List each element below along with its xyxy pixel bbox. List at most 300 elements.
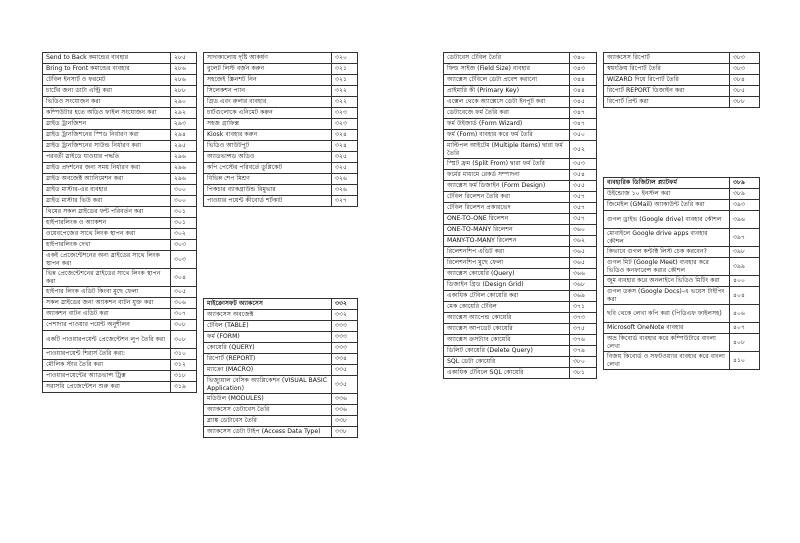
toc-entry-title: অ্যাক্সেস ফর্ম ডিজাইন (Form Design) xyxy=(444,181,570,192)
toc-entry-title: গুগল ড্রাইভ (Google drive) ব্যবহার কৌশল xyxy=(604,211,730,229)
toc-row xyxy=(43,130,197,141)
toc-row xyxy=(43,163,197,174)
toc-entry-title: মডিউল (MODULES) xyxy=(204,394,332,405)
toc-table-4 xyxy=(443,52,597,379)
toc-entry-title: অ্যাকসেস রিপোর্ট xyxy=(604,53,730,64)
toc-entry-title: বিভিন্ন শেপ মিশ্রণ xyxy=(204,174,332,185)
toc-entry-title: কোয়েরি (QUERY) xyxy=(204,343,332,354)
toc-row xyxy=(43,320,197,331)
toc-page-number: ৩২৭ xyxy=(332,196,358,207)
toc-page-number: ২৮৮ xyxy=(171,86,197,97)
toc-entry-title: অ্যাকশন বাটন এডিট করা xyxy=(43,309,171,320)
toc-entry-title: পাওয়ারপয়েন্টের অ্যাডভান্স ট্রিক্স xyxy=(43,371,171,382)
toc-page-number: ৩৩৮ xyxy=(332,416,358,427)
toc-entry-title: স্লাইড মাস্টার ভিউ করা xyxy=(43,196,171,207)
toc-row xyxy=(444,324,597,335)
toc-row xyxy=(43,196,197,207)
toc-page-number: ২৯২ xyxy=(171,108,197,119)
toc-row xyxy=(604,75,760,86)
toc-row xyxy=(43,382,197,393)
toc-row xyxy=(204,416,358,427)
toc-row xyxy=(204,86,358,97)
toc-entry-title: মাল্টিপল আইটেম (Multiple Items) দ্বারা ফর্ম তৈরি xyxy=(444,141,570,159)
toc-page-number: ৩২৫ xyxy=(332,152,358,163)
toc-page-number: ৩০০ xyxy=(171,196,197,207)
toc-entry-title: মৌলিক স্টার তৈরি করা xyxy=(43,360,171,371)
toc-row xyxy=(43,371,197,382)
toc-page-number: ৩৮১ xyxy=(570,368,597,379)
toc-row xyxy=(444,280,597,291)
toc-entry-title: একটি পাওয়ারপয়েন্ট প্রেজেন্টেশন লুপ তৈরি করা xyxy=(43,331,171,349)
toc-entry-title: রিপোর্ট (REPORT) xyxy=(204,354,332,365)
toc-entry-title: থিমের সকল স্লাইডের ফন্ট পরিবর্তন করা xyxy=(43,207,171,218)
toc-entry-title: সিলেকশন প্যান xyxy=(204,86,332,97)
toc-entry-title: অ্যাকসেস ডেটা টাইপ (Access Data Type) xyxy=(204,427,332,438)
toc-page-number: ৪১০ xyxy=(730,352,760,370)
toc-entry-title: অভ্র কিবোর্ড ব্যবহার করে কম্পিউটারে বাংলা লেখা xyxy=(604,334,730,352)
toc-entry-title: স্বয়ংক্রিয় রিপোর্ট তৈরি xyxy=(604,64,730,75)
toc-entry-title: ওয়েবপেজের সাথে লিংক স্থাপন করা xyxy=(43,229,171,240)
toc-page-number: ৩৮৩ xyxy=(730,64,760,75)
toc-entry-title: ভিডিও আউটপুট xyxy=(204,141,332,152)
toc-entry-title: ফর্মের মাধ্যমে রেকর্ড সম্পাদনা xyxy=(444,170,570,181)
toc-row xyxy=(444,335,597,346)
toc-entry-title: পেশাদার পাওয়ার পয়েন্ট অনুশীলন xyxy=(43,320,171,331)
toc-row xyxy=(444,75,597,86)
toc-entry-title: রিপোর্ট REPORT ডিজাইন করা xyxy=(604,86,730,97)
toc-row xyxy=(444,346,597,357)
toc-entry-title: ONE-TO-MANY রিলেশন xyxy=(444,225,570,236)
toc-entry-title: সাদাকালোয় দৃষ্টি আকর্ষণ xyxy=(204,53,332,64)
toc-row xyxy=(604,86,760,97)
toc-row xyxy=(604,258,760,276)
toc-entry-title: স্লাইড মাস্টার-এর ব্যবহার xyxy=(43,185,171,196)
toc-row xyxy=(204,394,358,405)
toc-entry-title: টেবিল রিলেশন তৈরি করা xyxy=(444,192,570,203)
toc-page-number: ৩৮৪ xyxy=(730,75,760,86)
toc-row xyxy=(604,211,760,229)
toc-entry-title: ডেটাবেস টেবিল তৈরি xyxy=(444,53,570,64)
toc-entry-title: Bring to Front কমান্ডের ব্যবহার xyxy=(43,64,171,75)
section-heading-row xyxy=(204,299,358,310)
toc-entry-title: ফিল্ড সাইজ (Field Size) ব্যবহার xyxy=(444,64,570,75)
toc-row xyxy=(444,181,597,192)
toc-page-number: ৩৯৭ xyxy=(730,229,760,247)
toc-entry-title: গুগল মিট (Google Meet) ব্যবহার করে ভিডিও কনফারেন্স করার কৌশল xyxy=(604,258,730,276)
toc-row xyxy=(604,334,760,352)
toc-entry-title: রিলেশনশিপ এডিট করা xyxy=(444,247,570,258)
toc-row xyxy=(43,229,197,240)
toc-row xyxy=(604,229,760,247)
toc-row xyxy=(43,287,197,298)
toc-page-number: ৩২১ xyxy=(332,75,358,86)
toc-entry-title: অ্যাক্সেস অ্যাপেন্ড কোয়েরি xyxy=(444,313,570,324)
toc-row xyxy=(43,269,197,287)
toc-row xyxy=(444,86,597,97)
toc-entry-title: পরবর্তী স্লাইডে যাওয়ার পদ্ধতি xyxy=(43,152,171,163)
toc-page-number: ৩৪৭ xyxy=(570,108,597,119)
toc-row xyxy=(204,108,358,119)
toc-table-2 xyxy=(203,52,358,207)
toc-row xyxy=(444,97,597,108)
toc-page-number: ৩২৩ xyxy=(332,119,358,130)
toc-entry-title: অ্যাডভান্সড অডিও xyxy=(204,152,332,163)
toc-page-number: ৩২৬ xyxy=(332,185,358,196)
toc-page-number: ৩৬৫ xyxy=(570,258,597,269)
toc-page-number: ৪০৬ xyxy=(730,305,760,323)
toc-entry-title: টেবিল (TABLE) xyxy=(204,321,332,332)
toc-page-number: ২৮৬ xyxy=(171,75,197,86)
section-heading-row xyxy=(604,178,760,189)
toc-page-number: ৩৭৯ xyxy=(570,346,597,357)
toc-entry-title: পিকচার ব্যাকগ্রাউন্ড রিমুভার xyxy=(204,185,332,196)
toc-table-5 xyxy=(603,52,760,108)
toc-page-number: ৩৭৬ xyxy=(570,335,597,346)
toc-row xyxy=(604,323,760,334)
toc-row xyxy=(204,130,358,141)
toc-entry-title: স্লাইড অবজেক্ট অ্যানিমেশন করা xyxy=(43,174,171,185)
toc-page-number: ৩৩৬ xyxy=(332,394,358,405)
toc-entry-title: হাইপার লিংক এডিট কিংবা মুছে ফেলা xyxy=(43,287,171,298)
toc-page-number: ৩২০ xyxy=(332,53,358,64)
toc-page-number: ২৮৬ xyxy=(171,64,197,75)
toc-page-number: ৩৫৭ xyxy=(570,214,597,225)
toc-row xyxy=(43,185,197,196)
toc-row xyxy=(444,203,597,214)
toc-row xyxy=(43,108,197,119)
toc-page-number: ৩২৩ xyxy=(332,108,358,119)
toc-page-number: ৩৮৩ xyxy=(730,53,760,64)
toc-page-number: ২৯৬ xyxy=(171,152,197,163)
toc-row xyxy=(204,174,358,185)
toc-page-number: ৪০৮ xyxy=(730,334,760,352)
toc-page-number: ৩২২ xyxy=(332,86,358,97)
toc-row xyxy=(444,258,597,269)
toc-page-number: ৪০৪ xyxy=(730,287,760,305)
toc-page-number: ৩০২ xyxy=(171,229,197,240)
toc-row xyxy=(444,192,597,203)
toc-page-number: ৩৬২ xyxy=(570,236,597,247)
toc-row xyxy=(204,310,358,321)
toc-page-number: ৩১৯ xyxy=(171,382,197,393)
toc-row xyxy=(43,86,197,97)
toc-entry-title: ডিলিট কোয়েরি (Delete Query) xyxy=(444,346,570,357)
toc-row xyxy=(444,368,597,379)
toc-entry-title: MANY-TO-MANY রিলেশন xyxy=(444,236,570,247)
toc-entry-title: সকল স্লাইডের জন্য অ্যাকশন বাটন যুক্ত করা xyxy=(43,298,171,309)
toc-row xyxy=(43,152,197,163)
toc-page-number: ২৯৫ xyxy=(171,141,197,152)
toc-entry-title: ডেটাবেজে ফর্ম তৈরি করা xyxy=(444,108,570,119)
toc-entry-title: কম্পিউটার হতে অডিও ফাইল সংযোজন করা xyxy=(43,108,171,119)
toc-row xyxy=(444,141,597,159)
toc-page-number: ৩৯৮ xyxy=(730,247,760,258)
toc-row xyxy=(204,53,358,64)
toc-row xyxy=(604,247,760,258)
toc-row xyxy=(604,189,760,200)
toc-entry-title: টেবিল ইনসার্ট ও ফরমেট xyxy=(43,75,171,86)
toc-entry-title: রিলেশনশিপ মুছে ফেলা xyxy=(444,258,570,269)
toc-row xyxy=(604,352,760,370)
toc-page-number: ৩২৪ xyxy=(332,141,358,152)
toc-page-number: ৪০০ xyxy=(730,276,760,287)
toc-row xyxy=(444,130,597,141)
toc-page-number: ৩৪৫ xyxy=(570,97,597,108)
toc-entry-title: টেবিল রিলেশন প্রকারভেদ xyxy=(444,203,570,214)
toc-page-number: ৩৭১ xyxy=(570,302,597,313)
toc-page-number: ৩৮৯ xyxy=(730,189,760,200)
toc-entry-title: জিমেইল (GMail) অ্যাকাউন্ট তৈরি করা xyxy=(604,200,730,211)
toc-row xyxy=(444,236,597,247)
toc-entry-title: চার্টের জন্য ডাটা এন্ট্রি করা xyxy=(43,86,171,97)
toc-page-number: ৩১৮ xyxy=(171,371,197,382)
toc-entry-title: এক্সেল থেকে অ্যাক্সেসে ডেটা ইনপুট করা xyxy=(444,97,570,108)
toc-row xyxy=(204,152,358,163)
toc-page-number: ৩০৮ xyxy=(171,320,197,331)
toc-row xyxy=(444,291,597,302)
toc-row xyxy=(204,163,358,174)
toc-row xyxy=(43,53,197,64)
toc-row xyxy=(204,97,358,108)
toc-page-number: ২৮৫ xyxy=(171,53,197,64)
toc-page-number: ৩০৩ xyxy=(171,251,197,269)
toc-row xyxy=(444,64,597,75)
toc-entry-title: হাইপারলিংক ও অ্যাকশন xyxy=(43,218,171,229)
toc-page-number: ৩৩৬ xyxy=(332,405,358,416)
toc-page-number: ৩০১ xyxy=(171,207,197,218)
toc-row xyxy=(204,64,358,75)
toc-row xyxy=(444,269,597,280)
toc-page-number: ৩৫৭ xyxy=(570,203,597,214)
toc-row xyxy=(204,119,358,130)
toc-row xyxy=(204,405,358,416)
toc-row xyxy=(604,276,760,287)
toc-page-number: ৩২৫ xyxy=(332,163,358,174)
toc-page-number: ৩৩৩ xyxy=(332,332,358,343)
toc-row xyxy=(204,427,358,438)
toc-entry-title: মেক কোয়েরি টেবিল xyxy=(444,302,570,313)
toc-page-number: ৩০৭ xyxy=(171,309,197,320)
toc-entry-title: পাওয়ারপয়েন্ট শিরার্স তৈরি করা: xyxy=(43,349,171,360)
toc-page-number: ৪০৭ xyxy=(730,323,760,334)
toc-entry-title: একাধিক টেবিলে SQL কোয়েরি xyxy=(444,368,570,379)
toc-row xyxy=(43,251,197,269)
toc-row xyxy=(43,64,197,75)
toc-page-number: ৩৫৫ xyxy=(570,181,597,192)
toc-page-number: ৩০৫ xyxy=(171,287,197,298)
toc-page-number: ৩৫৩ xyxy=(570,159,597,170)
toc-row xyxy=(444,119,597,130)
toc-entry-title: ফর্ম উইজার্ড (Form Wizard) xyxy=(444,119,570,130)
toc-entry-title: ফর্ম (Form) ব্যবহার করে ফর্ম তৈরি xyxy=(444,130,570,141)
toc-page-number: ৩৯৯ xyxy=(730,258,760,276)
section-heading: মাইক্রোসফট অ্যাকসেস xyxy=(204,299,332,310)
toc-row xyxy=(204,196,358,207)
toc-entry-title: মোবাইলে Google drive apps ব্যবহার কৌশল xyxy=(604,229,730,247)
toc-page-number: ৩২২ xyxy=(332,97,358,108)
toc-row xyxy=(604,97,760,108)
toc-entry-title: SQL ডেটা কোয়েরি xyxy=(444,357,570,368)
toc-row xyxy=(444,247,597,258)
toc-entry-title: অ্যাক্সেস আপডেট কোয়েরি xyxy=(444,324,570,335)
toc-row xyxy=(43,207,197,218)
toc-page-number: ৩২৪ xyxy=(332,130,358,141)
toc-entry-title: Kiosk ব্যবহার করুন xyxy=(204,130,332,141)
toc-row xyxy=(204,365,358,376)
toc-page-number: ৩৬৫ xyxy=(570,247,597,258)
toc-entry-title: অ্যাক্সেস টেবিলে ডেটা প্রবেশ করানো xyxy=(444,75,570,86)
toc-entry-title: সরাসরি প্রেজেন্টেশন শুরু করা xyxy=(43,382,171,393)
toc-row xyxy=(204,185,358,196)
toc-entry-title: গুগল ডকস (Google Docs)-এ ভয়েস টাইপিং করা xyxy=(604,287,730,305)
toc-page-number: ৩৮৯ xyxy=(730,178,760,189)
toc-entry-title: একই প্রেজেন্টেশনের অন্য স্লাইডের সাথে লিংক স্থাপন করা xyxy=(43,251,171,269)
toc-entry-title: একাধিক টেবিল কোয়েরি করা xyxy=(444,291,570,302)
toc-entry-title: সহজেই স্ক্রিনশট নিন xyxy=(204,75,332,86)
toc-page-number: ৩৩৮ xyxy=(332,427,358,438)
toc-table-6 xyxy=(603,177,760,370)
toc-page-number: ৩০০ xyxy=(171,185,197,196)
toc-page-number: ৩৫২ xyxy=(570,141,597,159)
toc-entry-title: ভিন্ন প্রেজেন্টেশনের স্লাইডের সাথে লিংক স্থাপন করা xyxy=(43,269,171,287)
toc-entry-title: WIZARD দিয়ে রিপোর্ট তৈরি xyxy=(604,75,730,86)
toc-row xyxy=(43,298,197,309)
toc-row xyxy=(43,331,197,349)
toc-entry-title: ONE-TO-ONE রিলেশন xyxy=(444,214,570,225)
toc-row xyxy=(204,141,358,152)
toc-page-number: ৩৪৪ xyxy=(570,86,597,97)
toc-entry-title: পাওয়ার পয়েন্ট কীবোর্ড শর্টকাট xyxy=(204,196,332,207)
toc-entry-title: কপি পেস্টের পরিবর্তে ডুপ্লিকেট xyxy=(204,163,332,174)
toc-row xyxy=(43,349,197,360)
toc-page-number: ৩৬৮ xyxy=(570,280,597,291)
toc-table-1 xyxy=(42,52,197,393)
toc-entry-title: Microsoft OneNote ব্যবহার xyxy=(604,323,730,334)
toc-page-number: ৩৩৪ xyxy=(332,354,358,365)
toc-row xyxy=(43,75,197,86)
toc-entry-title: অ্যাক্সেস ক্রসট্যাব কোয়েরি xyxy=(444,335,570,346)
toc-page-number: ৩৮৮ xyxy=(730,97,760,108)
toc-entry-title: ভিডিও সংযোজন করা xyxy=(43,97,171,108)
toc-page-number: ৩১২ xyxy=(171,360,197,371)
toc-row xyxy=(43,309,197,320)
toc-entry-title: ভিজ্যুয়াল বেসিক অ্যাপ্লিকেশন (VISUAL BASIC Application) xyxy=(204,376,332,394)
toc-page-number: ৩১০ xyxy=(171,349,197,360)
toc-page-number: ৩৩৩ xyxy=(332,321,358,332)
toc-row xyxy=(604,53,760,64)
toc-entry-title: কিভাবে গুগল কন্টাক্ট লিস্ট চেক করবেন? xyxy=(604,247,730,258)
toc-page-number: ৩০৬ xyxy=(171,298,197,309)
toc-page-number: ৩৫০ xyxy=(570,130,597,141)
toc-page-number: ৩৮৫ xyxy=(730,86,760,97)
toc-row xyxy=(604,287,760,305)
toc-entry-title: স্প্লিট ফ্রম (Split From) দ্বারা ফর্ম তৈরি xyxy=(444,159,570,170)
toc-entry-title: উইন্ডোজ ১০ ইনস্টল করা xyxy=(604,189,730,200)
toc-page-number: ৩০৩ xyxy=(171,240,197,251)
toc-page-number: ৩২৬ xyxy=(332,174,358,185)
toc-row xyxy=(444,159,597,170)
toc-row xyxy=(444,108,597,119)
toc-table-3 xyxy=(203,298,358,438)
toc-page-number: ৩৪০ xyxy=(570,53,597,64)
toc-page-number: ২৯৩ xyxy=(171,119,197,130)
toc-page-number: ৩৫৭ xyxy=(570,192,597,203)
toc-row xyxy=(204,376,358,394)
toc-page-number: ৩৭৫ xyxy=(570,324,597,335)
toc-page-number: ৩৩৫ xyxy=(332,365,358,376)
toc-entry-title: চার্টগুলোকে এনিমেট করুন xyxy=(204,108,332,119)
toc-page-number: ২৯০ xyxy=(171,97,197,108)
toc-row xyxy=(43,360,197,371)
toc-row xyxy=(204,75,358,86)
toc-row xyxy=(444,214,597,225)
toc-row xyxy=(43,240,197,251)
toc-entry-title: বিজয় কিবোর্ড ও সফটওয়্যার ব্যবহার করে বাংলা লেখা xyxy=(604,352,730,370)
toc-entry-title: ম্যাক্রো (MACRO) xyxy=(204,365,332,376)
toc-entry-title: Send to Back কমান্ডের ব্যবহার xyxy=(43,53,171,64)
toc-page-number: ৩৯৩ xyxy=(730,200,760,211)
toc-entry-title: সহজ গ্রাফিক্স xyxy=(204,119,332,130)
toc-row xyxy=(604,64,760,75)
toc-entry-title: প্রাইমারি কী (Primary Key) xyxy=(444,86,570,97)
toc-page-number: ৩৭৩ xyxy=(570,313,597,324)
toc-row xyxy=(43,218,197,229)
toc-page-number: ৩০৪ xyxy=(171,269,197,287)
toc-page-number: ২৯৪ xyxy=(171,130,197,141)
toc-row xyxy=(604,200,760,211)
toc-entry-title: ফর্ম (FORM) xyxy=(204,332,332,343)
toc-page-number: ৩০৮ xyxy=(171,331,197,349)
toc-row xyxy=(444,313,597,324)
toc-row xyxy=(444,225,597,236)
toc-row xyxy=(204,321,358,332)
toc-row xyxy=(204,332,358,343)
toc-entry-title: স্লাইড ট্রানজিশনের স্পিড নির্ধারণ করা xyxy=(43,130,171,141)
toc-page-number: ৩৬৯ xyxy=(570,291,597,302)
toc-entry-title: অ্যাকসেস অবজেক্ট xyxy=(204,310,332,321)
toc-page-number: ৩৮০ xyxy=(570,357,597,368)
toc-entry-title: স্লাইড ট্রানজিশনের সাউন্ড নির্ধারণ করা xyxy=(43,141,171,152)
toc-entry-title: অ্যাকসেস ডেটাবেস তৈরি xyxy=(204,405,332,416)
toc-row xyxy=(204,354,358,365)
toc-row xyxy=(604,305,760,323)
toc-row xyxy=(444,170,597,181)
section-heading: ব্যবহারিক ডিজিটাল প্ল্যাটফর্ম xyxy=(604,178,730,189)
toc-entry-title: ডিজাইন গ্রিড (Design Grid) xyxy=(444,280,570,291)
toc-row xyxy=(204,343,358,354)
toc-entry-title: ব্ল্যাঙ্ক ডেটাবেস তৈরি xyxy=(204,416,332,427)
toc-entry-title: স্লাইড ট্রানজিশন xyxy=(43,119,171,130)
toc-page-number: ২৯৬ xyxy=(171,174,197,185)
toc-row xyxy=(43,141,197,152)
toc-page-number: ৩৬০ xyxy=(570,225,597,236)
toc-page-number: ৩৪৪ xyxy=(570,75,597,86)
toc-page-number: ২৯৬ xyxy=(171,163,197,174)
toc-page-number: ৩৪৩ xyxy=(570,64,597,75)
toc-row xyxy=(43,174,197,185)
toc-row xyxy=(444,53,597,64)
toc-entry-title: বুলেট লিস্ট বর্জন করুন xyxy=(204,64,332,75)
toc-page-number: ৩৬৬ xyxy=(570,269,597,280)
toc-page-number: ৩২১ xyxy=(332,64,358,75)
toc-entry-title: ছবি থেকে লেখা কপি করা (পিডিএফ ফাইলসহ) xyxy=(604,305,730,323)
toc-entry-title: গ্রিড এবং রুলার ব্যবহার xyxy=(204,97,332,108)
toc-entry-title: অ্যাক্সেস কোয়েরি (Query) xyxy=(444,269,570,280)
toc-page-number: ৩৩২ xyxy=(332,310,358,321)
toc-entry-title: রিপোর্ট প্রিন্ট করা xyxy=(604,97,730,108)
toc-page-number: ৩৪৭ xyxy=(570,119,597,130)
toc-page-number: ৩৩৩ xyxy=(332,343,358,354)
